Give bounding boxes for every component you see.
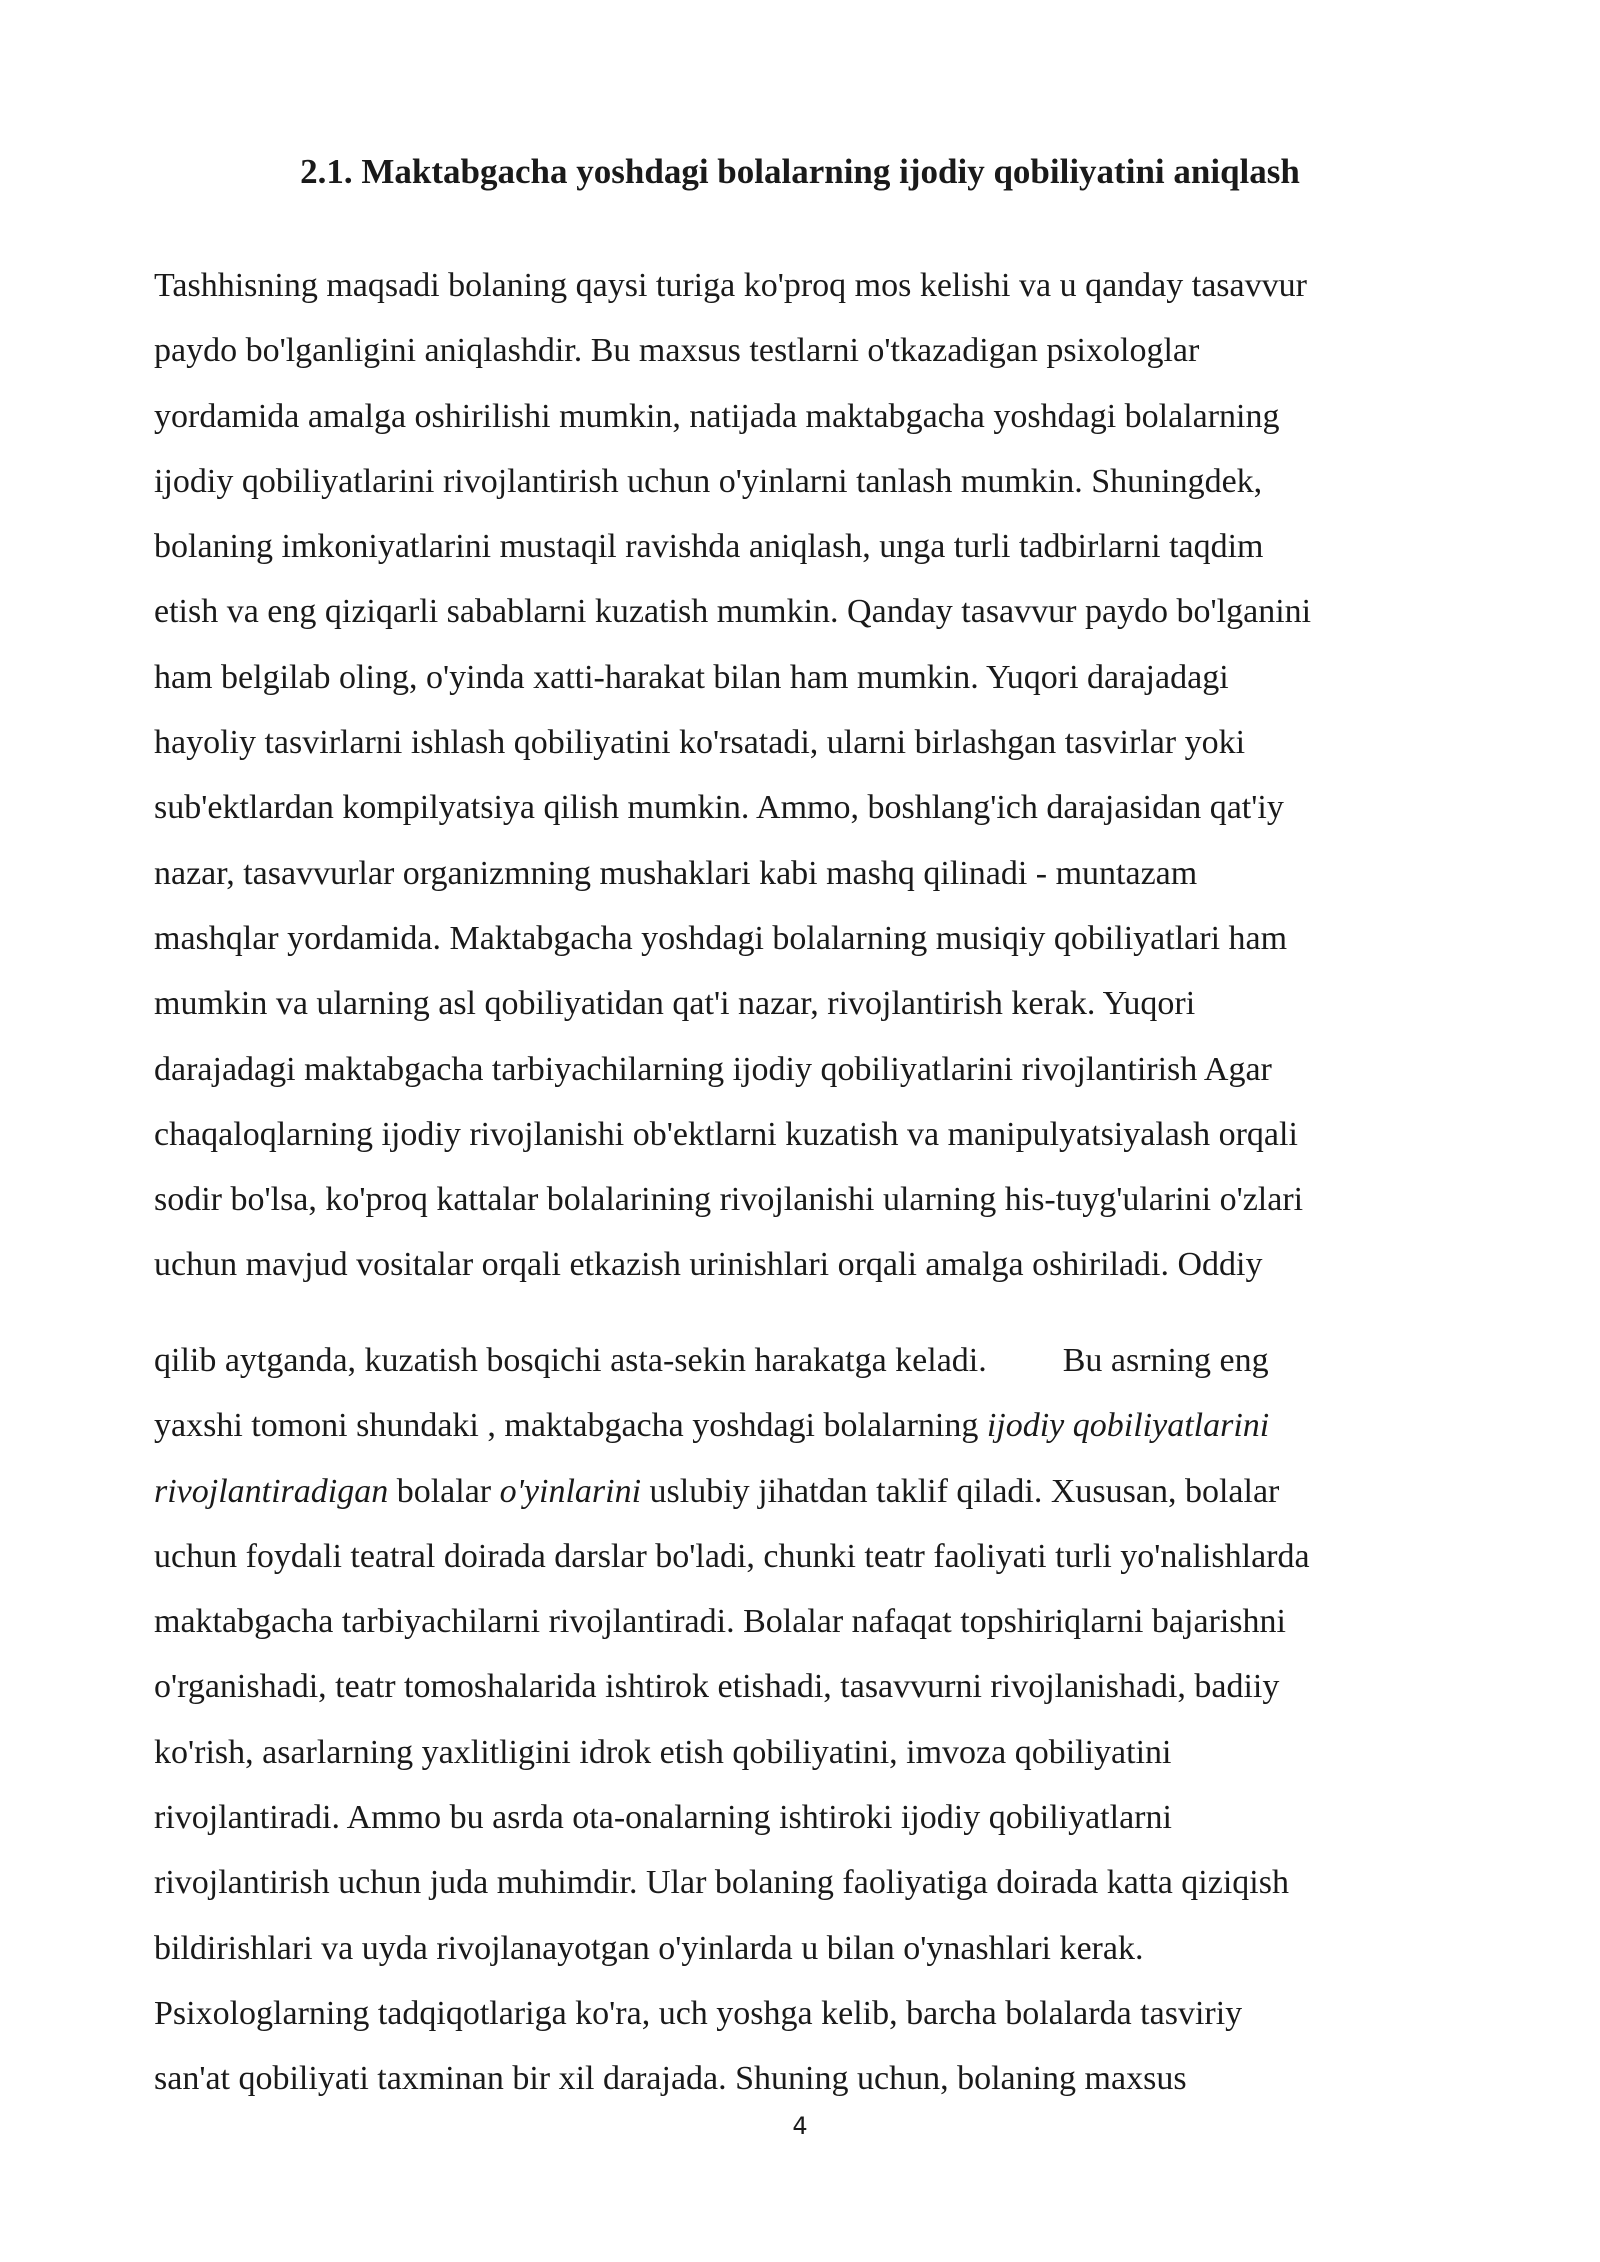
text-line: sub'ektlardan kompilyatsiya qilish mumkin. Ammo, boshlang'ich darajasidan qat'iy	[154, 789, 1284, 827]
text-line: yordamida amalga oshirilishi mumkin, natijada maktabgacha yoshdagi bolalarning	[154, 397, 1280, 435]
text-line: paydo bo'lganligini aniqlashdir. Bu maxsus testlarni o'tkazadigan psixologlar	[154, 332, 1200, 370]
text-line	[154, 1393, 1454, 1458]
text-line: Tashhisning maqsadi bolaning qaysi turiga ko'proq mos kelishi va u qanday tasavvur	[154, 267, 1307, 304]
text-segment: bolalar	[388, 1472, 500, 1510]
paragraph-block-1	[154, 253, 1454, 1298]
text-line	[154, 1328, 1454, 1393]
paragraph-block-2	[154, 1328, 1454, 2112]
page-number: 4	[792, 2112, 808, 2140]
text-line: uchun mavjud vositalar orqali etkazish urinishlari orqali amalga oshiriladi. Oddiy	[154, 1246, 1263, 1284]
italic-text: ijodiy qobiliyatlarini	[986, 1407, 1270, 1445]
text-line: san'at qobiliyati taxminan bir xil darajada. Shuning uchun, bolaning maxsus	[154, 2060, 1187, 2098]
italic-text: o'yinlarini	[499, 1472, 642, 1510]
text-line: bolaning imkoniyatlarini mustaqil ravishda aniqlash, unga turli tadbirlarni taqdim	[154, 528, 1264, 566]
text-line: bildirishlari va uyda rivojlanayotgan o'yinlarda u bilan o'ynashlari kerak.	[154, 1929, 1144, 1967]
text-line: nazar, tasavvurlar organizmning mushaklari kabi mashq qilinadi - muntazam	[154, 854, 1198, 892]
text-line: darajadagi maktabgacha tarbiyachilarning ijodiy qobiliyatlarini rivojlantirish Agar	[154, 1050, 1272, 1088]
text-line: Psixologlarning tadqiqotlariga ko'ra, uch yoshga kelib, barcha bolalarda tasviriy	[154, 1994, 1243, 2032]
text-line: rivojlantiradi. Ammo bu asrda ota-onalarning ishtiroki ijodiy qobiliyatlarni	[154, 1799, 1172, 1837]
text-line: rivojlantirish uchun juda muhimdir. Ular bolaning faoliyatiga doirada katta qiziqish	[154, 1864, 1289, 1902]
text-line: uchun foydali teatral doirada darslar bo'ladi, chunki teatr faoliyati turli yo'nalishlarda	[154, 1537, 1310, 1575]
text-line: ko'rish, asarlarning yaxlitligini idrok etish qobiliyatini, imvoza qobiliyatini	[154, 1733, 1172, 1771]
text-segment: qilib aytganda, kuzatish bosqichi asta-sekin harakatga keladi.	[154, 1342, 987, 1379]
text-line: etish va eng qiziqarli sabablarni kuzatish mumkin. Qanday tasavvur paydo bo'lganini	[154, 593, 1312, 631]
text-line: sodir bo'lsa, ko'proq kattalar bolalarining rivojlanishi ularning his-tuyg'ularini o'zlari	[154, 1181, 1304, 1219]
section-heading: 2.1. Maktabgacha yoshdagi bolalarning ijodiy qobiliyatini aniqlash	[300, 152, 1300, 191]
text-line: ham belgilab oling, o'yinda xatti-harakat bilan ham mumkin. Yuqori darajadagi	[154, 658, 1229, 696]
italic-text: rivojlantiradigan	[154, 1472, 389, 1510]
text-line: o'rganishadi, teatr tomoshalarida ishtirok etishadi, tasavvurni rivojlanishadi, badiiy	[154, 1668, 1280, 1706]
paragraph-block-2-rest	[154, 1524, 1454, 2112]
text-line: mumkin va ularning asl qobiliyatidan qat'i nazar, rivojlantirish kerak. Yuqori	[154, 985, 1196, 1023]
text-line: hayoliy tasvirlarni ishlash qobiliyatini ko'rsatadi, ularni birlashgan tasvirlar yoki	[154, 724, 1246, 762]
text-line	[154, 1459, 1454, 1524]
text-segment: uslubiy jihatdan taklif qiladi. Xususan, bolalar	[641, 1472, 1280, 1510]
text-segment: Bu asrning eng	[1062, 1342, 1269, 1379]
text-line: ijodiy qobiliyatlarini rivojlantirish uchun o'yinlarni tanlash mumkin. Shuningdek,	[154, 462, 1263, 500]
text-line: maktabgacha tarbiyachilarni rivojlantiradi. Bolalar nafaqat topshiriqlarni bajarishni	[154, 1603, 1286, 1641]
text-segment: yaxshi tomoni shundaki , maktabgacha yoshdagi bolalarning	[154, 1407, 987, 1445]
text-line: chaqaloqlarning ijodiy rivojlanishi ob'ektlarni kuzatish va manipulyatsiyalash orqali	[154, 1115, 1298, 1153]
text-line: mashqlar yordamida. Maktabgacha yoshdagi bolalarning musiqiy qobiliyatlari ham	[154, 919, 1288, 957]
